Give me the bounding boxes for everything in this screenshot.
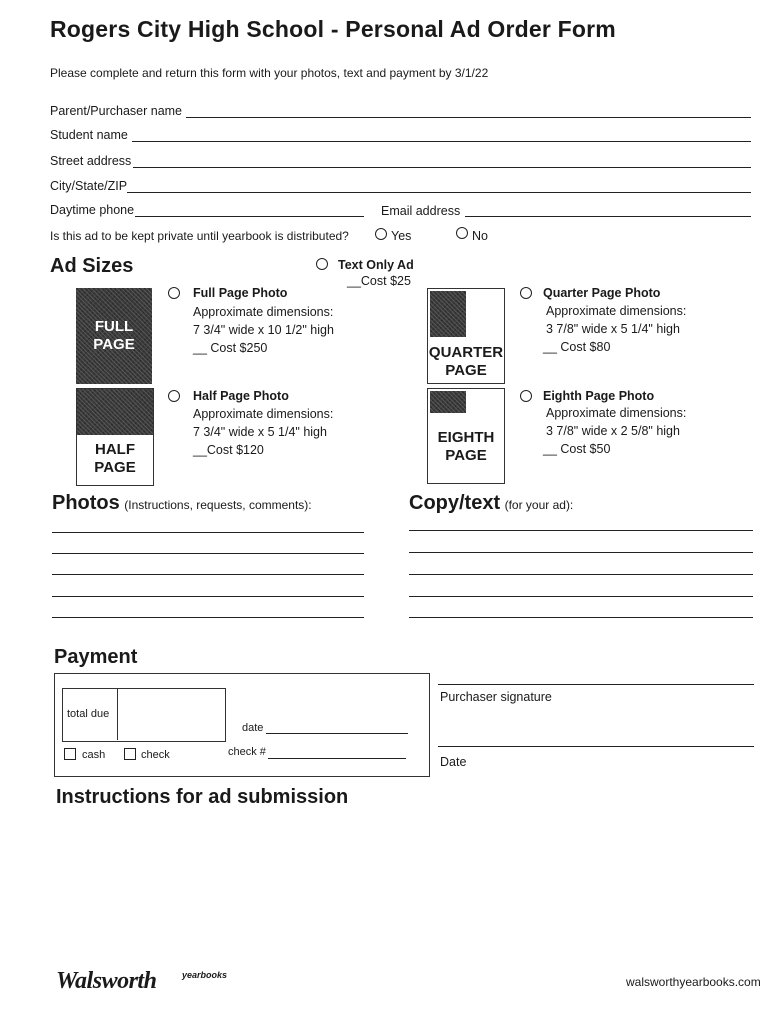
quarter-page-radio[interactable] — [520, 287, 532, 299]
private-question: Is this ad to be kept private until yearbook is distributed? — [50, 229, 349, 243]
eighth-page-radio[interactable] — [520, 390, 532, 402]
eighth-thumb-line2: PAGE — [445, 447, 487, 464]
eighth-page-photo-area — [430, 391, 466, 413]
full-page-thumbnail — [76, 288, 152, 384]
photos-line-5[interactable] — [52, 617, 364, 618]
signature-label: Purchaser signature — [440, 690, 552, 704]
full-page-title: Full Page Photo — [193, 286, 288, 300]
street-address-field[interactable] — [133, 153, 751, 168]
city-state-zip-label: City/State/ZIP — [50, 179, 128, 193]
payment-date-field[interactable] — [266, 733, 408, 734]
walsworth-logo-sup: yearbooks — [182, 970, 228, 980]
total-due-label: total due — [67, 708, 110, 720]
eighth-page-dims-label: Approximate dimensions: — [546, 406, 687, 420]
copy-line-1[interactable] — [409, 530, 753, 531]
full-page-dims-label: Approximate dimensions: — [193, 305, 334, 319]
copy-header — [409, 492, 573, 515]
copy-line-5[interactable] — [409, 617, 753, 618]
photos-line-3[interactable] — [52, 574, 364, 575]
half-page-dims-label: Approximate dimensions: — [193, 407, 334, 421]
quarter-thumb-line1: QUARTER — [428, 344, 504, 361]
signature-date-label: Date — [440, 755, 467, 769]
half-thumb-line1: HALF — [95, 441, 135, 458]
text-only-title: Text Only Ad — [338, 258, 414, 272]
cash-label: cash — [82, 749, 106, 761]
half-thumb-line2: PAGE — [94, 459, 136, 476]
full-thumb-line1: FULL — [94, 318, 134, 335]
total-due-divider — [117, 689, 118, 740]
website-url: walsworthyearbooks.com — [626, 975, 761, 989]
parent-name-field[interactable] — [186, 103, 751, 118]
copy-note: (for your ad): — [504, 498, 574, 512]
form-title: Rogers City High School - Personal Ad Order Form — [50, 16, 616, 42]
text-only-radio[interactable] — [316, 258, 328, 270]
photos-line-2[interactable] — [52, 553, 364, 554]
quarter-page-dims: 3 7/8" wide x 5 1/4" high — [546, 322, 680, 336]
photos-note: (Instructions, requests, comments): — [124, 498, 312, 512]
parent-name-label: Parent/Purchaser name — [50, 104, 183, 118]
cash-checkbox[interactable] — [64, 748, 76, 760]
copy-line-3[interactable] — [409, 574, 753, 575]
check-checkbox[interactable] — [124, 748, 136, 760]
half-page-title: Half Page Photo — [193, 389, 289, 403]
signature-line[interactable] — [438, 684, 754, 685]
full-page-radio[interactable] — [168, 287, 180, 299]
quarter-page-thumbnail — [427, 288, 505, 384]
half-page-photo-area — [77, 389, 153, 435]
check-label: check — [141, 749, 170, 761]
quarter-thumb-line2: PAGE — [445, 362, 487, 379]
half-page-dims: 7 3/4" wide x 5 1/4" high — [193, 425, 327, 439]
city-state-zip-field[interactable] — [127, 178, 751, 193]
signature-date-line[interactable] — [438, 746, 754, 747]
eighth-page-dims: 3 7/8" wide x 2 5/8" high — [546, 424, 680, 438]
street-address-label: Street address — [50, 154, 132, 168]
quarter-page-title: Quarter Page Photo — [543, 286, 661, 300]
text-only-cost: __Cost $25 — [347, 274, 411, 288]
walsworth-logo: Walsworth — [56, 968, 157, 994]
full-page-cost: __ Cost $250 — [193, 341, 268, 355]
private-no-label: No — [472, 229, 488, 243]
eighth-page-title: Eighth Page Photo — [543, 389, 655, 403]
check-number-label: check # — [228, 746, 266, 758]
payment-heading: Payment — [54, 646, 138, 668]
full-thumb-line2: PAGE — [93, 336, 135, 353]
photos-line-4[interactable] — [52, 596, 364, 597]
instructions-heading: Instructions for ad submission — [56, 786, 349, 808]
half-page-cost: __Cost $120 — [193, 443, 264, 457]
eighth-page-thumbnail — [427, 388, 505, 484]
private-no-radio[interactable] — [456, 227, 468, 239]
check-number-field[interactable] — [268, 758, 406, 759]
private-yes-radio[interactable] — [375, 228, 387, 240]
photos-header — [52, 492, 312, 515]
student-name-label: Student name — [50, 128, 128, 142]
daytime-phone-field[interactable] — [135, 202, 364, 217]
email-address-field[interactable] — [465, 202, 751, 217]
eighth-thumb-line1: EIGHTH — [437, 429, 495, 446]
date-label: date — [242, 722, 264, 734]
quarter-page-dims-label: Approximate dimensions: — [546, 304, 687, 318]
daytime-phone-label: Daytime phone — [50, 203, 135, 217]
quarter-page-photo-area — [430, 291, 466, 337]
full-page-dims: 7 3/4" wide x 10 1/2" high — [193, 323, 334, 337]
total-due-field[interactable] — [119, 690, 223, 739]
half-page-thumbnail — [76, 388, 154, 486]
copy-heading: Copy/text — [409, 492, 501, 514]
eighth-page-cost: __ Cost $50 — [543, 442, 611, 456]
copy-line-2[interactable] — [409, 552, 753, 553]
photos-line-1[interactable] — [52, 532, 364, 533]
ad-sizes-heading: Ad Sizes — [50, 255, 134, 277]
half-page-radio[interactable] — [168, 390, 180, 402]
private-yes-label: Yes — [391, 229, 412, 243]
copy-line-4[interactable] — [409, 596, 753, 597]
quarter-page-cost: __ Cost $80 — [543, 340, 611, 354]
photos-heading: Photos — [52, 492, 120, 514]
student-name-field[interactable] — [132, 127, 751, 142]
form-subtitle: Please complete and return this form with your photos, text and payment by 3/1/22 — [50, 66, 489, 80]
email-address-label: Email address — [381, 204, 461, 218]
